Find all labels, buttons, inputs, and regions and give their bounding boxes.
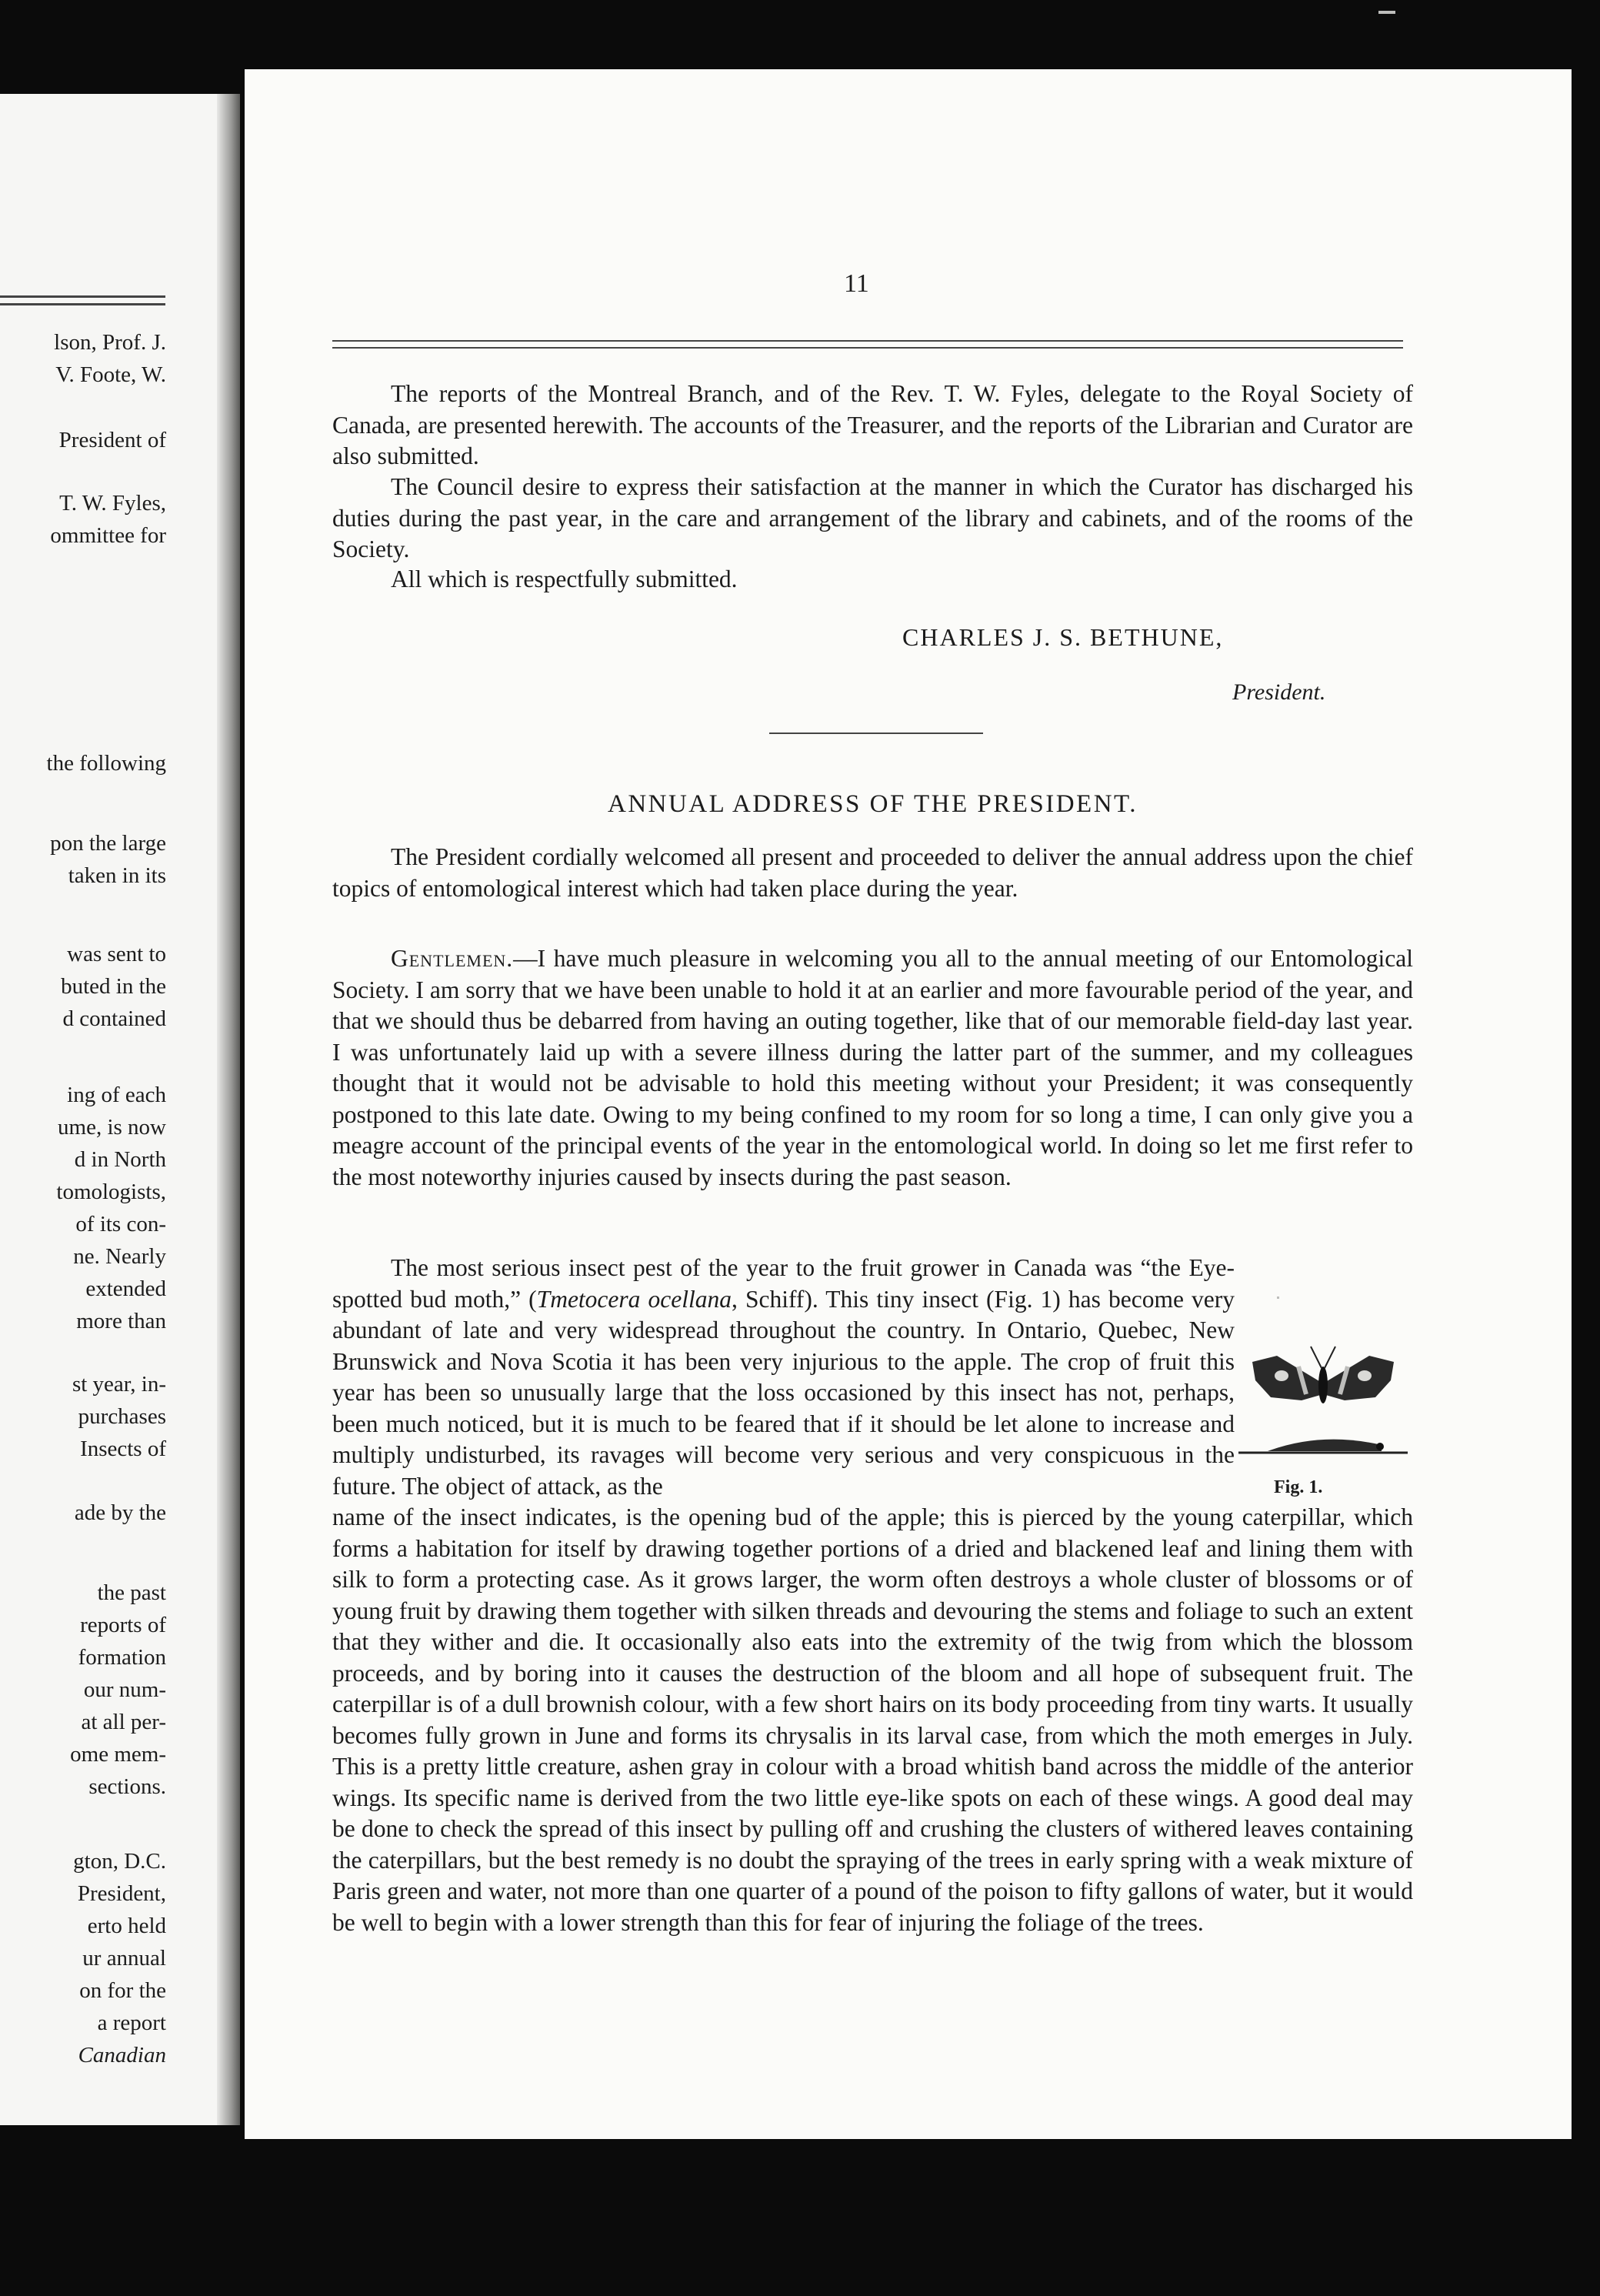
left-page-fragment: ade by the <box>74 1500 166 1525</box>
left-page-fragment: erto held <box>87 1914 166 1938</box>
left-page-fragment: ume, is now <box>58 1115 166 1140</box>
page-number: 11 <box>844 269 869 298</box>
intro-text: The President cordially welcomed all present and proceeded to deliver the annual address upon the chief topics of entomological interest which had taken place during the year. <box>332 843 1413 902</box>
scan-speck <box>1277 1297 1279 1299</box>
left-page-fragment: reports of <box>80 1613 166 1637</box>
moth-text-wrapped <box>332 1253 1235 1502</box>
left-page-fragment: pon the large <box>50 831 166 856</box>
left-page-fragment: T. W. Fyles, <box>59 491 166 516</box>
species-name: Tmetocera ocellana <box>536 1285 732 1313</box>
left-page-fragment: Insects of <box>80 1437 166 1461</box>
left-page-fragment: gton, D.C. <box>73 1849 166 1874</box>
left-page-fragment: tomologists, <box>56 1180 166 1204</box>
header-rule-2 <box>332 347 1403 349</box>
left-header-rule <box>0 295 165 298</box>
left-page-fragment: V. Foote, W. <box>55 362 166 387</box>
left-page-fragment: on for the <box>79 1978 166 2003</box>
left-facing-page <box>0 94 238 2125</box>
left-page-fragment: was sent to <box>67 942 166 966</box>
left-page-fragment: the past <box>97 1580 166 1605</box>
left-page-fragment: d in North <box>74 1147 166 1172</box>
left-page-fragment: ne. Nearly <box>73 1244 166 1269</box>
left-page-fragment: the following <box>46 751 166 776</box>
caterpillar-icon <box>1238 1440 1408 1453</box>
figure-1 <box>1237 1330 1410 1514</box>
left-page-fragment: formation <box>78 1645 166 1670</box>
report-paragraph-1 <box>332 379 1413 472</box>
report-text-2: The Council desire to express their satisfaction at the manner in which the Curator has discharged his duties during the past year, in the care and arrangement of the library and cabinets, and of the rooms of the Society. <box>332 473 1413 562</box>
header-rule <box>332 340 1403 342</box>
left-page-fragment: ing of each <box>67 1083 166 1107</box>
moth-illustration <box>1237 1330 1410 1476</box>
left-page-fragment: ome mem- <box>70 1742 166 1767</box>
left-page-fragment: taken in its <box>68 863 166 888</box>
report-text-1: The reports of the Montreal Branch, and of the Rev. T. W. Fyles, delegate to the Royal Society of Canada, are presented herewith. The accounts of the Treasurer, and the reports of the Librarian and Curator are also submitted. <box>332 380 1413 469</box>
signer-title: President. <box>1232 679 1326 705</box>
book-gutter <box>217 94 240 2125</box>
left-page-fragment: ur annual <box>82 1946 166 1971</box>
left-page-fragment: extended <box>85 1276 166 1301</box>
left-page-fragment: d contained <box>62 1006 166 1031</box>
left-header-rule-2 <box>0 303 165 305</box>
signer-name: CHARLES J. S. BETHUNE, <box>902 623 1224 651</box>
figure-caption: Fig. 1. <box>1274 1477 1323 1497</box>
left-page-fragment: lson, Prof. J. <box>54 330 166 355</box>
left-page-fragment: President, <box>77 1881 166 1906</box>
left-page-fragment: more than <box>76 1309 166 1333</box>
section-separator <box>769 733 983 734</box>
moth-text-mid: , Schiff). This tiny insect (Fig. 1) has become very abundant of late and very widespread throughout the country. In Ontario, Quebec, New Brunswick and Nova Scotia it has been very injurious to the apple. The crop of fruit this year has been so unusually large that the loss occasioned by this insect has not, perhaps, been much noticed, but it is much to be feared that if it should be let alone to increase and multiply undisturbed, its ravages will become very serious and very conspicuous in the future. The object of attack, as the <box>332 1285 1235 1500</box>
left-page-fragment: Canadian <box>78 2043 166 2067</box>
closing-line: All which is respectfully submitted. <box>391 566 738 592</box>
left-page-fragment: sections. <box>88 1774 166 1799</box>
moth-text-rest: name of the insect indicates, is the opening bud of the apple; this is pierced by the young caterpillar, which forms a habitation for itself by drawing together portions of a dried and blackened leaf and lining them with silk to form a protecting case. As it grows larger, the worm often destroys a whole cluster of blossoms or of young fruit by drawing them together with silken threads and devouring the stems and foliage to such an extent that they wither and die. It occasionally also eats into the extremity of the twig from which the blossom proceeds, and by boring into it causes the destruction of the bloom and all hope of subsequent fruit. The caterpillar is of a dull brownish colour, with a few short hairs on its body proceeding from tiny warts. It usually becomes fully grown in June and forms its chrysalis in its larval case, from which the moth emerges in July. This is a pretty little creature, ashen gray in colour with a broad whitish band across the middle of the anterior wings. Its specific name is derived from the two little eye-like spots on each of these wings. A good deal may be done to check the spread of this insect by pulling off and crushing the clusters of withered leaves containing the caterpillars, but the best remedy is no doubt the spraying of the trees in early spring with a weak mixture of Paris green and water, not more than one quarter of a pound of the poison to fifty gallons of water, but it would be well to begin with a lower strength than this for fear of injuring the foliage of the trees. <box>332 1503 1413 1936</box>
left-page-fragment: ommittee for <box>50 523 166 548</box>
section-heading: ANNUAL ADDRESS OF THE PRESIDENT. <box>607 790 1138 818</box>
left-page-fragment: st year, in- <box>72 1372 166 1397</box>
left-page-fragment: at all per- <box>81 1710 166 1734</box>
left-page-fragment: our num- <box>83 1677 166 1702</box>
salutation: Gentlemen. <box>391 945 514 972</box>
left-page-fragment: President of <box>58 428 166 452</box>
intro-paragraph <box>332 842 1413 904</box>
moth-icon <box>1252 1347 1394 1403</box>
address-text: —I have much pleasure in welcoming you all to the annual meeting of our Entomological Society. I am sorry that we have been unable to hold it at an earlier and more favourable period of the year, and that we should thus be debarred from having an outing together, like that of our memorable field-day last year. I was unfortunately laid up with a severe illness during the latter part of the summer, and my colleagues thought that it would not be advisable to hold this meeting without your President; it was consequently postponed to this late date. Owing to my being confined to my room for so long a time, I can only give you a meagre account of the principal events of the year in the entomological world. In doing so let me first refer to the most noteworthy injuries caused by insects during the past season. <box>332 945 1413 1190</box>
address-paragraph <box>332 943 1413 1193</box>
scan-speck <box>1378 11 1395 14</box>
moth-text-start: The most serious insect pest of the year to the fruit grower in Canada was “the Eye-spotted bud moth,” ( <box>332 1254 1235 1313</box>
left-page-fragment: a report <box>97 2011 166 2035</box>
left-page-fragment: purchases <box>78 1404 166 1429</box>
report-paragraph-2 <box>332 472 1413 566</box>
left-page-fragment: buted in the <box>61 974 166 999</box>
left-page-fragment: of its con- <box>75 1212 166 1236</box>
